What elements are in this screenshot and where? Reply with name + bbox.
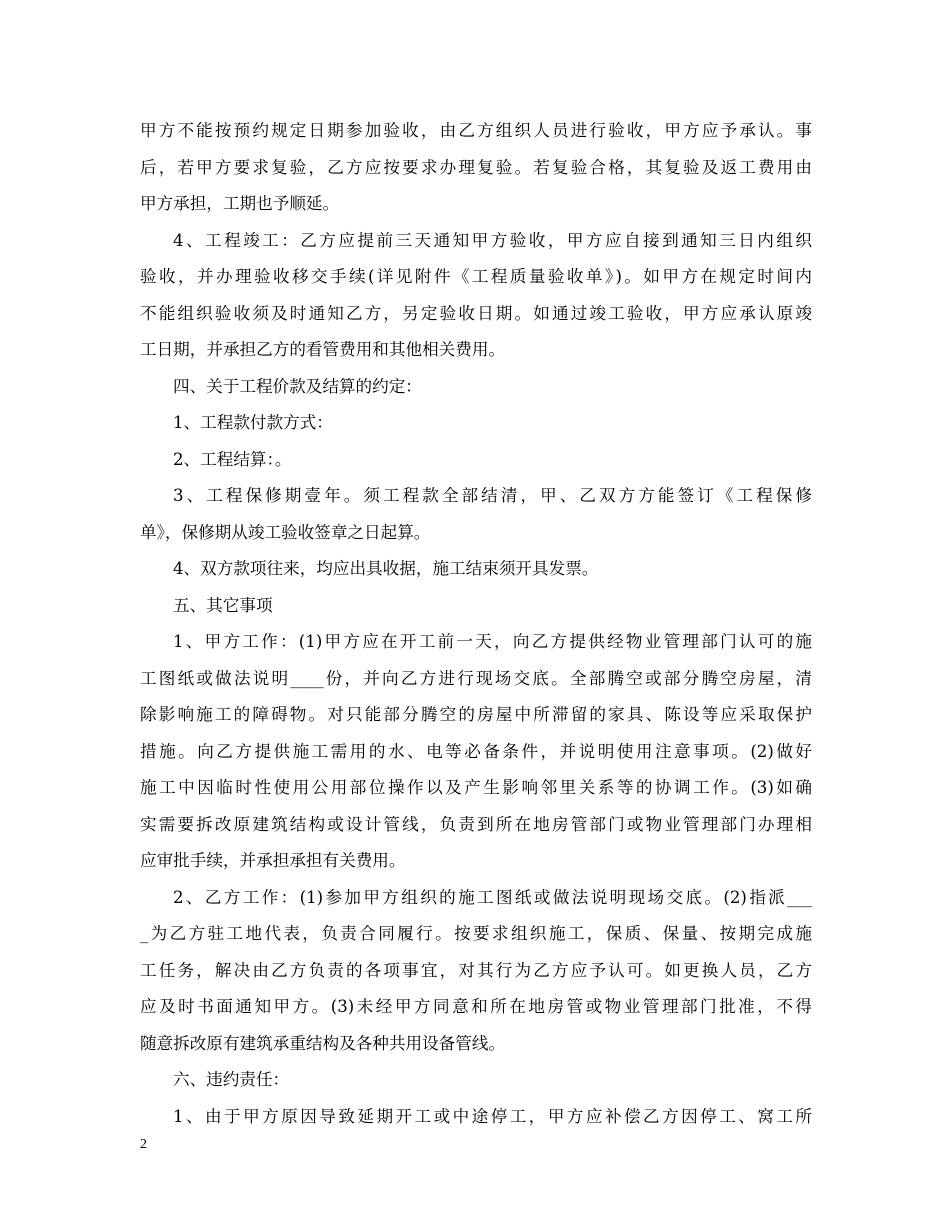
text-line: 1、甲方工作：(1)甲方应在开工前一天，向乙方提供经物业管理部门认可的施 [173,632,812,651]
text-line: 六、违约责任： [173,1070,290,1089]
text-line: 应审批手续，并承担承担有关费用。 [140,851,406,870]
text-line: 甲方承担，工期也予顺延。 [140,194,340,213]
text-line: 验收，并办理验收移交手续(详见附件《工程质量验收单》)。如甲方在规定时间内 [140,267,812,286]
text-line: 4、工程竣工：乙方应提前三天通知甲方验收，甲方应自接到通知三日内组织 [173,230,812,250]
text-line: 实需要拆改原建筑结构或设计管线，负责到所在地房管部门或物业管理部门办理相 [140,814,812,834]
text-line: 五、其它事项 [173,595,273,615]
text-line: 工任务，解决由乙方负责的各项事宜，对其行为乙方应予认可。如更换人员，乙方 [140,960,812,980]
text-line: 1、由于甲方原因导致延期开工或中途停工，甲方应补偿乙方因停工、窝工所 [173,1106,812,1126]
text-line: 施工中因临时性使用公用部位操作以及产生影响邻里关系等的协调工作。(3)如确 [140,778,812,797]
text-line: 后，若甲方要求复验，乙方应按要求办理复验。若复验合格，其复验及返工费用由 [140,157,812,177]
text-line: 单》，保修期从竣工验收签章之日起算。 [140,522,431,542]
text-line: 2、工程结算：。 [173,449,292,469]
text-line: 应及时书面通知甲方。(3)未经甲方同意和所在地房管或物业管理部门批准，不得 [140,997,812,1016]
text-line: 措施。向乙方提供施工需用的水、电等必备条件，并说明使用注意事项。(2)做好 [140,741,812,761]
text-line: 四、关于工程价款及结算的约定： [173,376,422,396]
text-line: 3、工程保修期壹年。须工程款全部结清，甲、乙双方方能签订《工程保修 [173,486,812,505]
text-line: 工图纸或做法说明____份，并向乙方进行现场交底。全部腾空或部分腾空房屋，清 [140,668,812,688]
text-line: 除影响施工的障碍物。对只能部分腾空的房屋中所滞留的家具、陈设等应采取保护 [140,705,812,724]
text-line: 不能组织验收须及时通知乙方，另定验收日期。如通过竣工验收，甲方应承认原竣 [140,303,812,323]
document-body [140,113,812,1135]
text-line: 1、工程款付款方式： [173,413,333,432]
text-line: 工日期，并承担乙方的看管费用和其他相关费用。 [140,340,506,359]
page-number: 2 [140,1137,147,1152]
text-line: 随意拆改原有建筑承重结构及各种共用设备管线。 [140,1033,506,1053]
text-line: 2、乙方工作：(1)参加甲方组织的施工图纸或做法说明现场交底。(2)指派___ [173,887,812,907]
text-line: _为乙方驻工地代表，负责合同履行。按要求组织施工，保质、保量、按期完成施 [140,924,812,943]
text-line: 甲方不能按预约规定日期参加验收，由乙方组织人员进行验收，甲方应予承认。事 [140,121,812,140]
text-line: 4、双方款项往来，均应出具收据，施工结束须开具发票。 [173,559,599,578]
